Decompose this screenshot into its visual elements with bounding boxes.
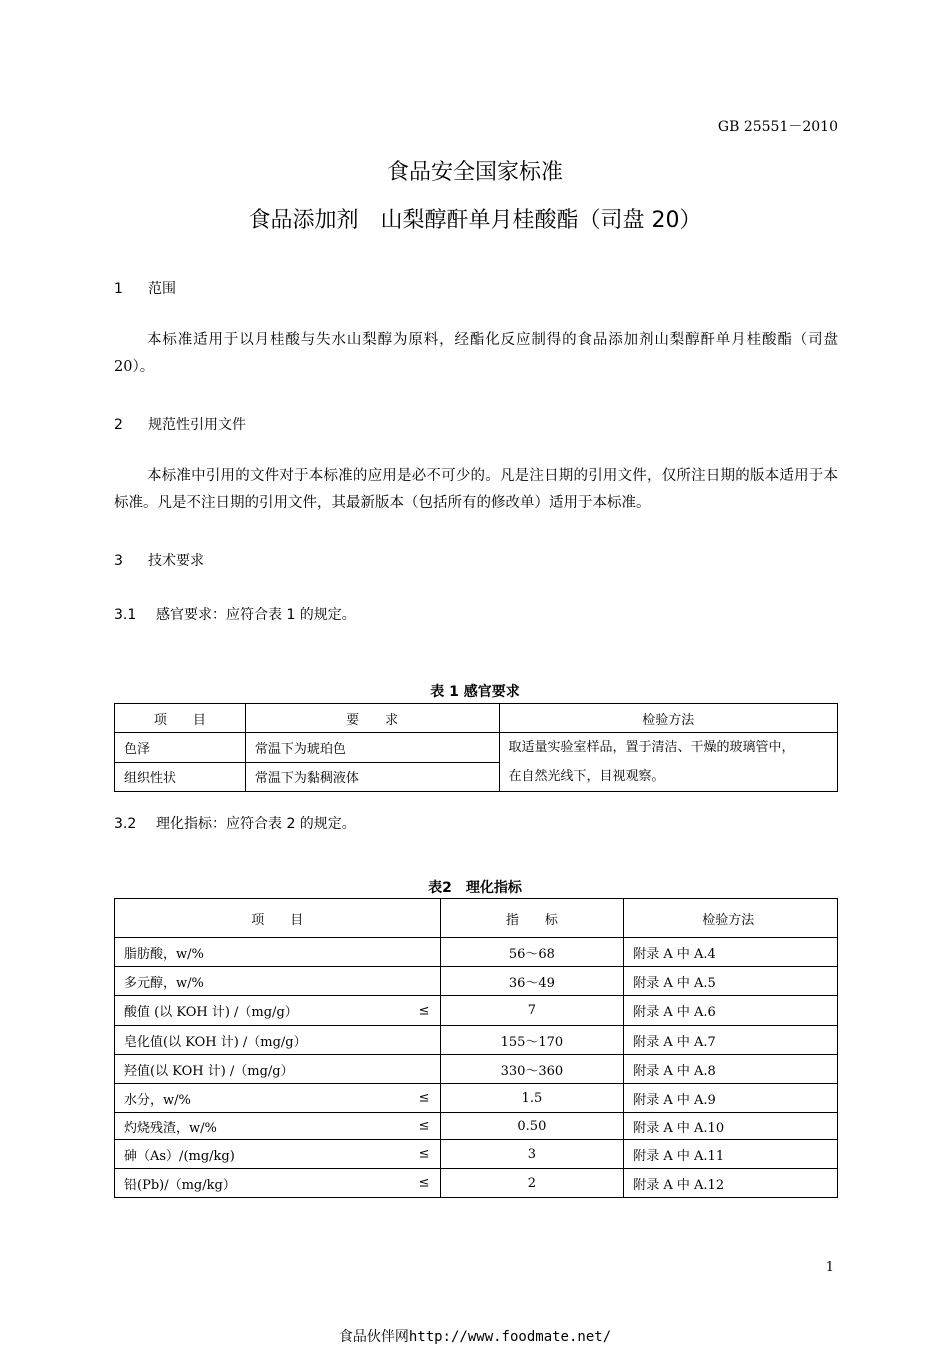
le-symbol: ≤ <box>418 1175 430 1191</box>
cell-value: 330～360 <box>440 1055 624 1084</box>
item-label: 羟值(以 KOH 计) /（mg/g） <box>124 1063 294 1079</box>
cell-item <box>115 1113 441 1140</box>
cell-value: 0.50 <box>440 1113 624 1140</box>
section-number: 3 <box>114 553 123 569</box>
header-method: 检验方法 <box>499 704 838 733</box>
table-row <box>115 1113 838 1140</box>
cell-item <box>115 996 441 1026</box>
header-requirement: 要 求 <box>245 704 499 733</box>
method-line-1: 取适量实验室样品，置于清洁、干燥的玻璃管中， <box>508 740 795 755</box>
method-line-2: 在自然光线下，目视观察。 <box>508 769 665 784</box>
cell-method: 附录 A 中 A.6 <box>624 996 838 1026</box>
table-header-row <box>115 704 838 733</box>
header-value: 指 标 <box>440 899 624 938</box>
section-number: 1 <box>114 281 123 297</box>
section-title: 理化指标：应符合表 2 的规定。 <box>156 816 356 832</box>
section-2-heading <box>114 414 246 434</box>
cell-item <box>115 967 441 996</box>
cell-value: 36～49 <box>440 967 624 996</box>
cell-item <box>115 1169 441 1198</box>
table-row <box>115 1055 838 1084</box>
cell-value: 155～170 <box>440 1026 624 1055</box>
cell-item: 组织性状 <box>115 762 246 792</box>
section-title: 范围 <box>148 281 176 297</box>
cell-value: 2 <box>440 1169 624 1198</box>
table-row <box>115 1169 838 1198</box>
item-label: 水分，w/% <box>124 1092 191 1108</box>
item-label: 铅(Pb)/（mg/kg） <box>124 1177 236 1193</box>
section-2-text: 本标准中引用的文件对于本标准的应用是必不可少的。凡是注日期的引用文件，仅所注日期的版本适用于本标准。凡是不注日期的引用文件，其最新版本（包括所有的修改单）适用于本标准。 <box>114 468 838 511</box>
item-label: 酸值 (以 KOH 计) /（mg/g） <box>124 1005 298 1020</box>
table-2 <box>114 898 838 1198</box>
footer <box>0 1326 950 1346</box>
item-label: 脂肪酸，w/% <box>124 946 204 962</box>
table-row <box>115 996 838 1026</box>
le-symbol: ≤ <box>418 1003 430 1018</box>
item-label: 多元醇，w/% <box>124 975 204 991</box>
table-row <box>115 733 838 763</box>
section-3-1-heading <box>114 604 356 624</box>
section-title: 规范性引用文件 <box>148 417 246 433</box>
cell-item <box>115 1055 441 1084</box>
cell-value: 3 <box>440 1140 624 1169</box>
cell-item <box>115 1084 441 1113</box>
cell-value: 1.5 <box>440 1084 624 1113</box>
cell-item <box>115 1140 441 1169</box>
section-number: 3.1 <box>114 607 137 623</box>
cell-method: 附录 A 中 A.4 <box>624 938 838 967</box>
cell-requirement: 常温下为琥珀色 <box>245 733 499 763</box>
section-3-2-heading <box>114 813 356 833</box>
section-title: 感官要求：应符合表 1 的规定。 <box>156 607 356 623</box>
table-row <box>115 1026 838 1055</box>
le-symbol: ≤ <box>418 1146 430 1162</box>
table-2-caption: 表2 理化指标 <box>428 880 522 896</box>
page-number: 1 <box>825 1260 834 1275</box>
document-subtitle: 食品添加剂 山梨醇酐单月桂酸酯（司盘 20） <box>248 208 702 233</box>
table-header-row <box>115 899 838 938</box>
table-row <box>115 967 838 996</box>
item-label: 皂化值(以 KOH 计) /（mg/g） <box>124 1034 307 1050</box>
section-number: 2 <box>114 417 123 433</box>
le-symbol: ≤ <box>418 1090 430 1106</box>
table-row <box>115 1140 838 1169</box>
cell-method: 附录 A 中 A.11 <box>624 1140 838 1169</box>
cell-method: 附录 A 中 A.10 <box>624 1113 838 1140</box>
cell-method <box>499 733 838 792</box>
header-item: 项 目 <box>115 899 441 938</box>
cell-item: 色泽 <box>115 733 246 763</box>
cell-value: 56～68 <box>440 938 624 967</box>
cell-method: 附录 A 中 A.5 <box>624 967 838 996</box>
item-label: 灼烧残渣，w/% <box>124 1120 217 1136</box>
section-1-heading <box>114 278 176 298</box>
header-method: 检验方法 <box>624 899 838 938</box>
section-number: 3.2 <box>114 816 137 832</box>
footer-site-name: 食品伙伴网 <box>338 1329 409 1345</box>
header-item: 项 目 <box>115 704 246 733</box>
item-label: 砷（As）/(mg/kg) <box>124 1148 235 1164</box>
section-1-text: 本标准适用于以月桂酸与失水山梨醇为原料，经酯化反应制得的食品添加剂山梨醇酐单月桂酸酯（司盘 20）。 <box>114 332 838 375</box>
cell-value: 7 <box>440 996 624 1026</box>
cell-method: 附录 A 中 A.7 <box>624 1026 838 1055</box>
cell-method: 附录 A 中 A.8 <box>624 1055 838 1084</box>
cell-method: 附录 A 中 A.9 <box>624 1084 838 1113</box>
table-row <box>115 1084 838 1113</box>
cell-item <box>115 1026 441 1055</box>
cell-requirement: 常温下为黏稠液体 <box>245 762 499 792</box>
table-1-caption: 表 1 感官要求 <box>430 684 520 700</box>
standard-number: GB 25551－2010 <box>717 119 838 135</box>
cell-item <box>115 938 441 967</box>
cell-method: 附录 A 中 A.12 <box>624 1169 838 1198</box>
footer-url[interactable]: http://www.foodmate.net/ <box>408 1329 612 1345</box>
table-1 <box>114 703 838 792</box>
document-title: 食品安全国家标准 <box>386 160 563 185</box>
table-row <box>115 938 838 967</box>
le-symbol: ≤ <box>418 1118 430 1134</box>
section-3-heading <box>114 550 204 570</box>
section-title: 技术要求 <box>148 553 204 569</box>
